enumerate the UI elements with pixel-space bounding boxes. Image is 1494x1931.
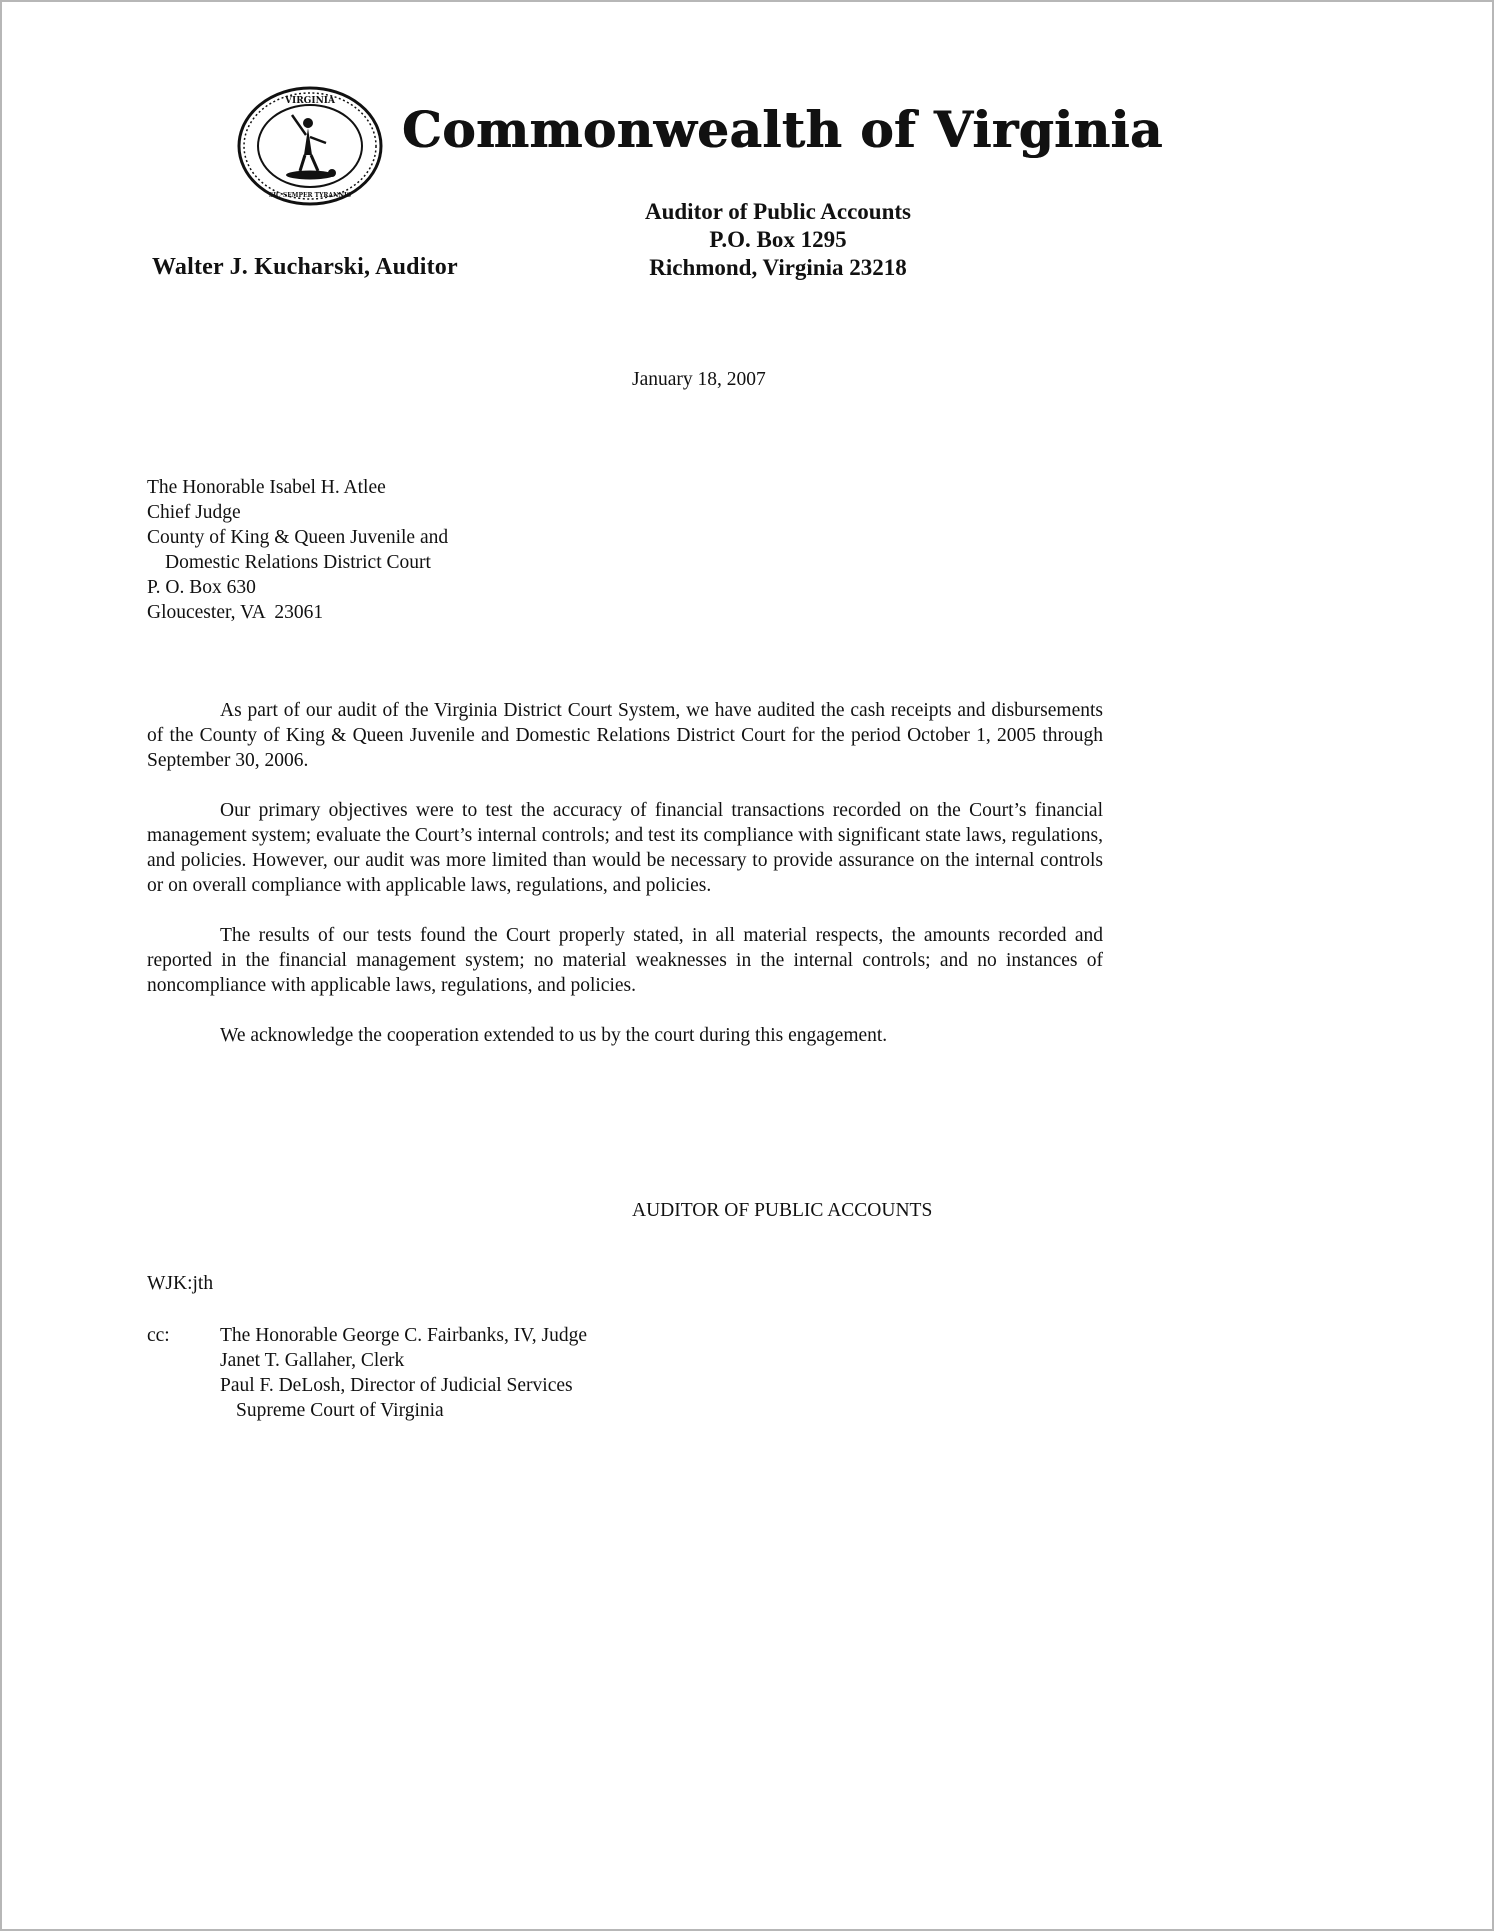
letterhead-title: Commonwealth of Virginia	[402, 100, 1163, 159]
recipient-line: Domestic Relations District Court	[165, 552, 431, 573]
cc-item: The Honorable George C. Fairbanks, IV, Judge	[220, 1325, 587, 1346]
recipient-line: County of King & Queen Juvenile and	[147, 527, 449, 548]
signature-block: AUDITOR OF PUBLIC ACCOUNTS	[632, 1200, 933, 1221]
letterhead-office-block	[562, 198, 994, 282]
svg-text:SIC SEMPER TYRANNIS: SIC SEMPER TYRANNIS	[268, 192, 352, 199]
letter-date: January 18, 2007	[632, 369, 766, 390]
letterhead-po-box: P.O. Box 1295	[709, 227, 847, 252]
recipient-line: Chief Judge	[147, 502, 241, 523]
cc-list	[220, 1323, 587, 1423]
letter-content	[2, 367, 1492, 1423]
virginia-state-seal-icon	[236, 85, 384, 207]
letterhead-office: Auditor of Public Accounts	[644, 199, 912, 224]
cc-label: cc:	[147, 1325, 170, 1346]
cc-block	[147, 1323, 1103, 1423]
cc-item: Janet T. Gallaher, Clerk	[220, 1350, 405, 1371]
body-paragraph: We acknowledge the cooperation extended to us by the court during this engagement.	[220, 1025, 888, 1046]
body-paragraph: The results of our tests found the Court properly stated, in all material respects, the amounts recorded and reported in the financial management system; no material weaknesses in the internal controls; and no instances of noncompliance with applicable laws, regulations, and policies.	[147, 925, 1103, 996]
recipient-line: The Honorable Isabel H. Atlee	[147, 477, 386, 498]
body-paragraph: Our primary objectives were to test the accuracy of financial transactions recorded on the Court’s financial management system; evaluate the Court’s internal controls; and test its compliance with significant state laws, regulations, and policies. However, our audit was more limited than would be necessary to provide assurance on the internal controls or on overall compliance with applicable laws, regulations, and policies.	[147, 800, 1103, 896]
reference-initials: WJK:jth	[147, 1273, 214, 1294]
svg-text:VIRGINIA: VIRGINIA	[285, 96, 335, 106]
letterhead-city: Richmond, Virginia 23218	[649, 255, 907, 280]
recipient-address	[147, 475, 1103, 625]
recipient-line: P. O. Box 630	[147, 577, 256, 598]
cc-item: Supreme Court of Virginia	[236, 1400, 444, 1421]
recipient-line: Gloucester, VA 23061	[147, 602, 324, 623]
letterhead-auditor-name: Walter J. Kucharski, Auditor	[152, 254, 458, 280]
letterhead	[2, 2, 1492, 332]
body-paragraph: As part of our audit of the Virginia District Court System, we have audited the cash receipts and disbursements of the County of King & Queen Juvenile and Domestic Relations District Court for the period October 1, 2005 through September 30, 2006.	[147, 700, 1103, 771]
cc-item: Paul F. DeLosh, Director of Judicial Services	[220, 1375, 573, 1396]
